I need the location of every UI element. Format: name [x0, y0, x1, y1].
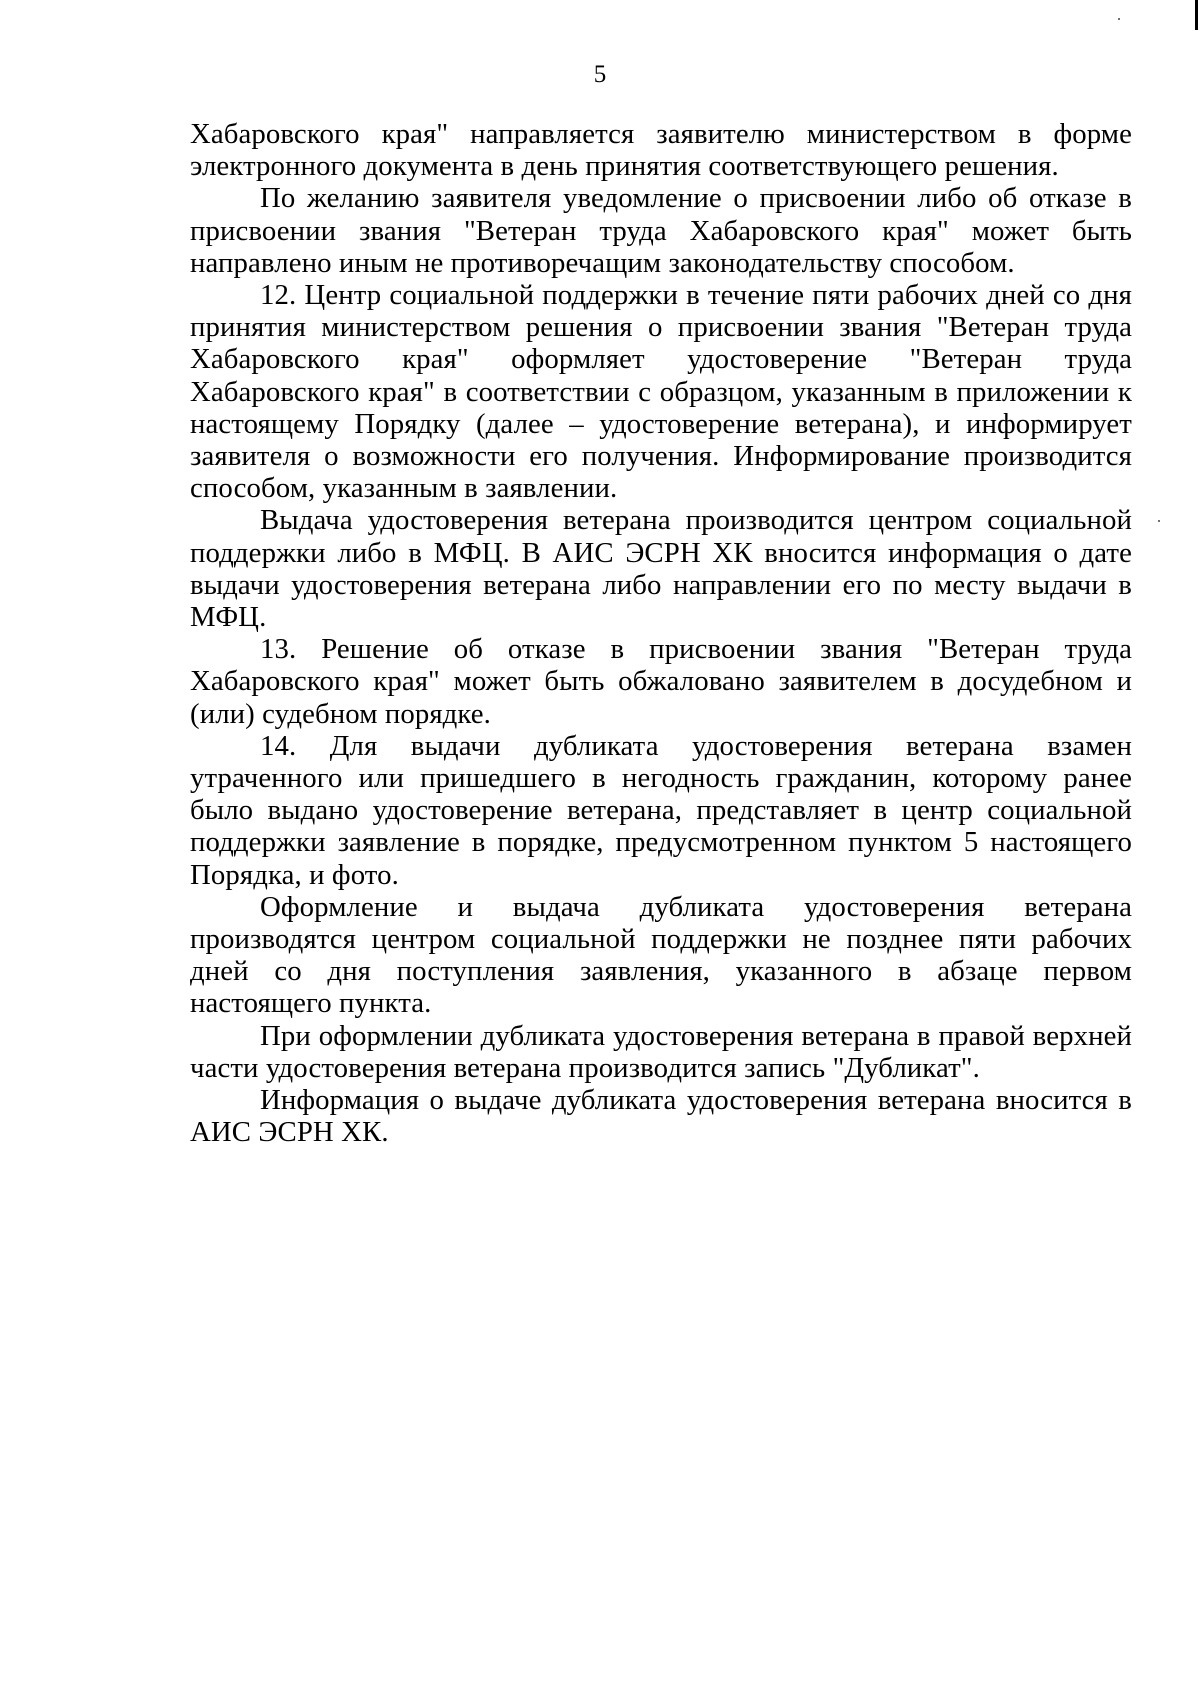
- paragraph-item-12: 12. Центр социальной поддержки в течение пяти рабочих дней со дня принятия министерством решения о присвоении звания "Ветеран труда Хабаровского края" оформляет удостоверение "Ветеран труда Хабаровского края" в соответствии с образцом, указанным в приложении к настоящему Порядку (далее – удостоверение ветерана), и информирует заявителя о возможности его получения. Информирование производится способом, указанным в заявлении.: [190, 279, 1132, 505]
- paragraph-duplicate-record: Информация о выдаче дубликата удостоверения ветерана вносится в АИС ЭСРН ХК.: [190, 1084, 1132, 1149]
- scan-speck: [1158, 520, 1160, 522]
- scan-edge-mark: [1195, 0, 1198, 30]
- paragraph-duplicate-mark: При оформлении дубликата удостоверения ветерана в правой верхней части удостоверения ветерана производится запись "Дубликат".: [190, 1019, 1132, 1084]
- scan-speck: [1118, 18, 1120, 20]
- paragraph-item-13: 13. Решение об отказе в присвоении звания "Ветеран труда Хабаровского края" может быть обжаловано заявителем в досудебном и (или) судебном порядке.: [190, 633, 1132, 730]
- paragraph-item-14: 14. Для выдачи дубликата удостоверения ветерана взамен утраченного или пришедшего в негодность гражданин, которому ранее было выдано удостоверение ветерана, представляет в центр социальной поддержки заявление в порядке, предусмотренном пунктом 5 настоящего Порядка, и фото.: [190, 729, 1132, 891]
- paragraph-issuance: Выдача удостоверения ветерана производится центром социальной поддержки либо в МФЦ. В АИС ЭСРН ХК вносится информация о дате выдачи удостоверения ветерана либо направлении его по месту выдачи в МФЦ.: [190, 504, 1132, 634]
- paragraph-notification-method: По желанию заявителя уведомление о присвоении либо об отказе в присвоении звания "Ветеран труда Хабаровского края" может быть направлено иным не противоречащим законодательству способом.: [190, 182, 1132, 279]
- paragraph-continuation: Хабаровского края" направляется заявителю министерством в форме электронного документа в день принятия соответствующего решения.: [190, 118, 1132, 183]
- paragraph-duplicate-processing: Оформление и выдача дубликата удостоверения ветерана производятся центром социальной поддержки не позднее пяти рабочих дней со дня поступления заявления, указанного в абзаце первом настоящего пункта.: [190, 890, 1132, 1020]
- document-body: [190, 118, 1132, 1149]
- page-number: 5: [593, 61, 607, 88]
